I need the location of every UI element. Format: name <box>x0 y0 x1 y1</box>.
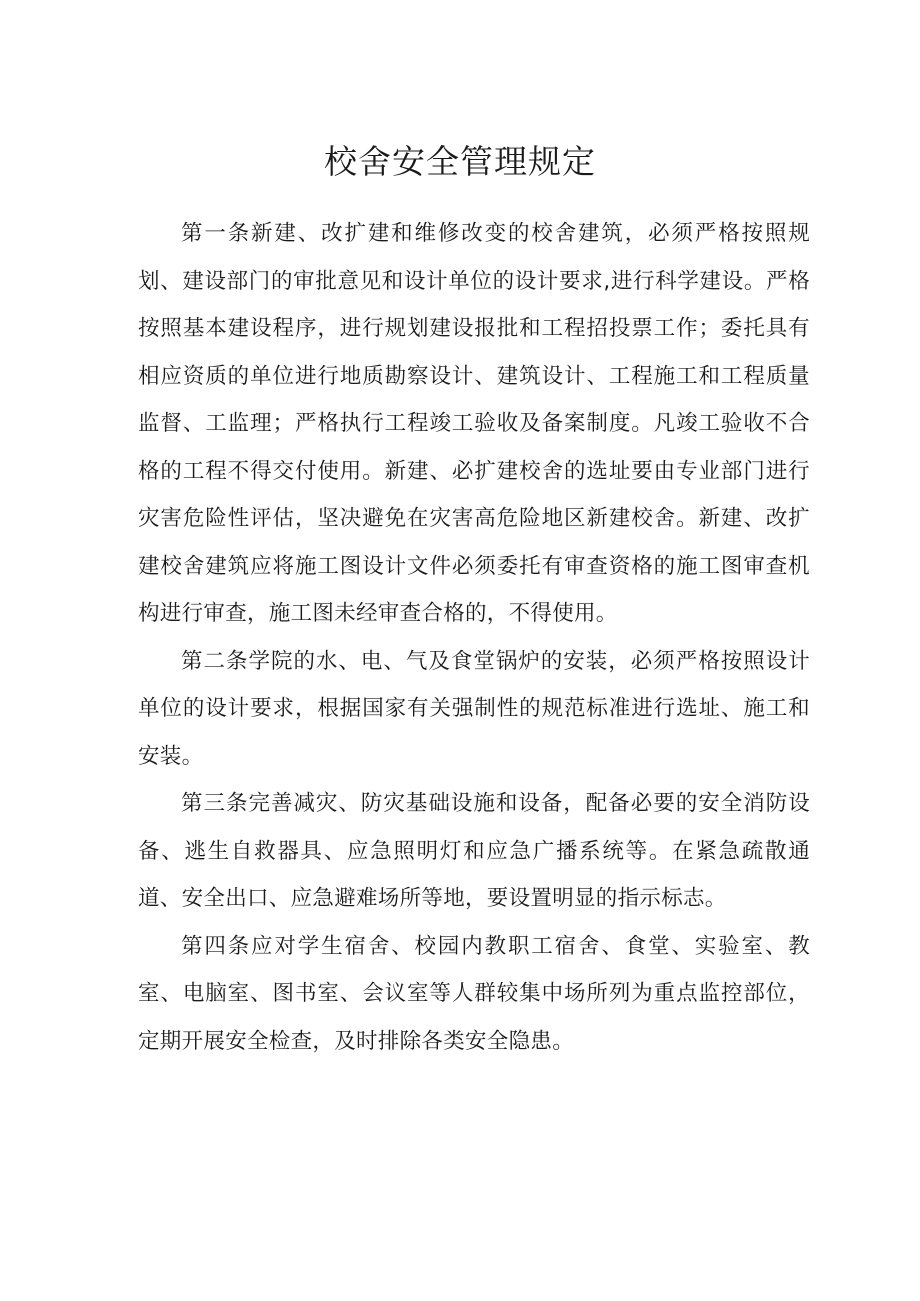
document-title: 校舍安全管理规定 <box>324 142 596 181</box>
document-body <box>138 210 810 1065</box>
article-2-paragraph: 第二条学院的水、电、气及食堂锅炉的安装，必须严格按照设计单位的设计要求，根据国家有关强制性的规范标准进行选址、施工和安装。 <box>138 648 810 769</box>
article-1-paragraph: 第一条新建、改扩建和维修改变的校舍建筑，必须严格按照规划、建设部门的审批意见和设计单位的设计要求,进行科学建设。严格按照基本建设程序，进行规划建设报批和工程招投票工作；委托具有相应资质的单位进行地质勘察设计、建筑设计、工程施工和工程质量监督、工监理；严格执行工程竣工验收及备案制度。凡竣工验收不合格的工程不得交付使用。新建、必扩建校舍的选址要由专业部门进行灾害危险性评估，坚决避免在灾害高危险地区新建校舍。新建、改扩建校舍建筑应将施工图设计文件必须委托有审查资格的施工图审查机构进行审查，施工图未经审查合格的，不得使用。 <box>138 221 810 626</box>
article-4-paragraph: 第四条应对学生宿舍、校园内教职工宿舍、食堂、实验室、教室、电脑室、图书室、会议室等人群较集中场所列为重点监控部位，定期开展安全检查，及时排除各类安全隐患。 <box>138 933 810 1054</box>
article-3-paragraph: 第三条完善减灾、防灾基础设施和设备，配备必要的安全消防设备、逃生自救器具、应急照明灯和应急广播系统等。在紧急疏散通道、安全出口、应急避难场所等地，要设置明显的指示标志。 <box>138 791 810 911</box>
